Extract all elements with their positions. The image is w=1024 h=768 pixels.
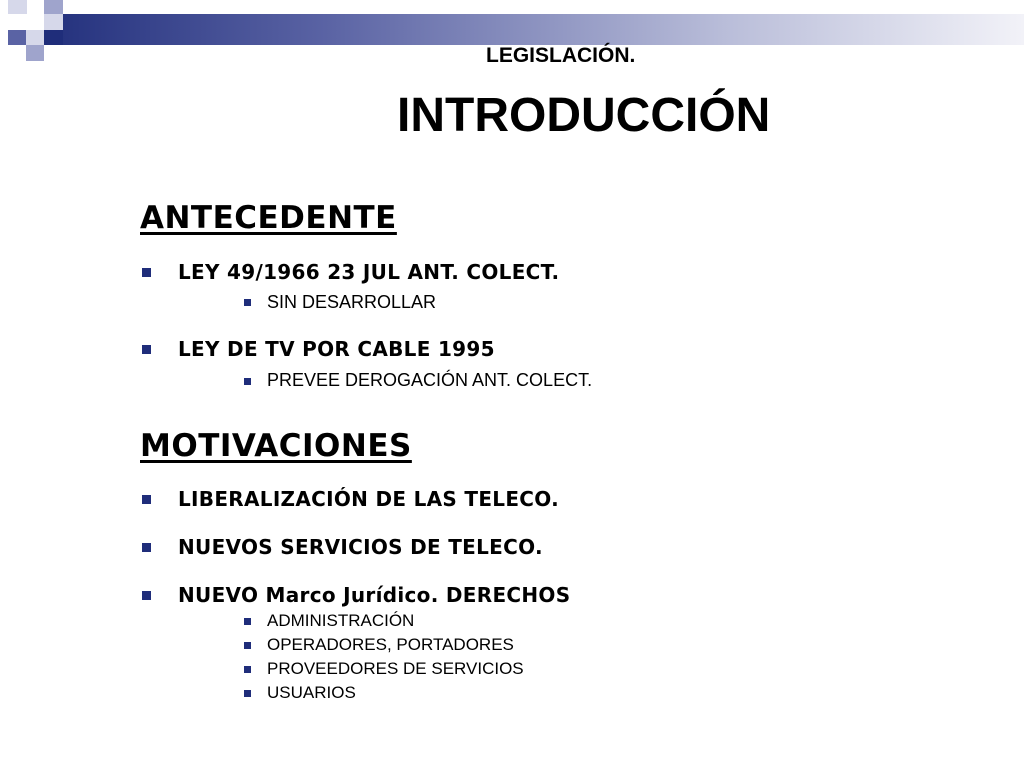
sub-list-item: SIN DESARROLLAR <box>267 292 437 312</box>
square-bullet-icon <box>142 345 151 354</box>
small-square-bullet-icon <box>244 299 251 306</box>
sub-list-item: ADMINISTRACIÓN <box>267 611 415 630</box>
list-item: NUEVO Marco Jurídico. DERECHOS <box>178 583 571 607</box>
sub-list-item: USUARIOS <box>267 683 356 702</box>
section-heading-antecedente: ANTECEDENTE <box>140 200 397 236</box>
sub-list-item: PREVEE DEROGACIÓN ANT. COLECT. <box>267 370 593 390</box>
square-bullet-icon <box>142 543 151 552</box>
section-heading-motivaciones: MOTIVACIONES <box>140 428 412 464</box>
small-square-bullet-icon <box>244 690 251 697</box>
slide-subtitle: LEGISLACIÓN. <box>486 44 636 67</box>
small-square-bullet-icon <box>244 378 251 385</box>
slide-title: INTRODUCCIÓN <box>397 89 771 142</box>
small-square-bullet-icon <box>244 666 251 673</box>
small-square-bullet-icon <box>244 642 251 649</box>
header-gradient-bar <box>26 14 1024 45</box>
sub-list-item: PROVEEDORES DE SERVICIOS <box>267 659 524 678</box>
sub-list-item: OPERADORES, PORTADORES <box>267 635 514 654</box>
list-item: NUEVOS SERVICIOS DE TELECO. <box>178 535 543 559</box>
list-item: LIBERALIZACIÓN DE LAS TELECO. <box>178 487 560 511</box>
square-bullet-icon <box>142 495 151 504</box>
list-item: LEY DE TV POR CABLE 1995 <box>178 337 495 361</box>
square-bullet-icon <box>142 268 151 277</box>
list-item: LEY 49/1966 23 JUL ANT. COLECT. <box>178 260 560 284</box>
small-square-bullet-icon <box>244 618 251 625</box>
square-bullet-icon <box>142 591 151 600</box>
